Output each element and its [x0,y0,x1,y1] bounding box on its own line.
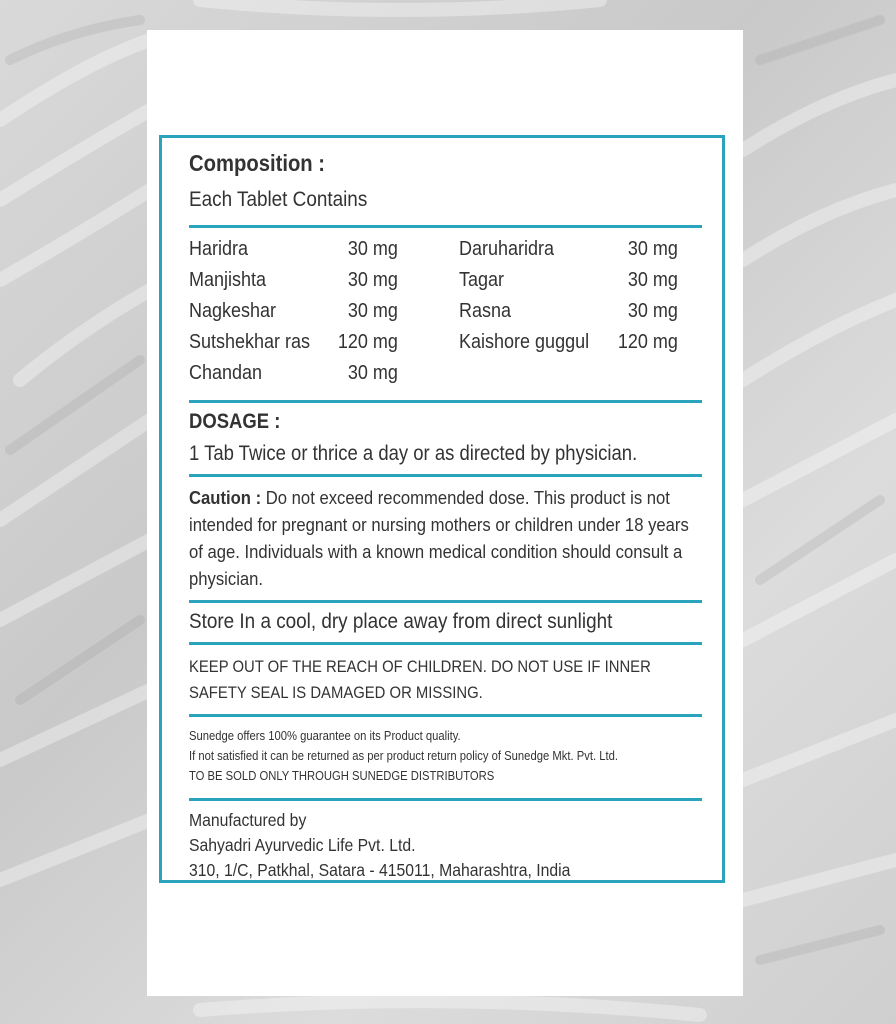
guarantee-line-2: If not satisfied it can be returned as per product return policy of Sunedge Mkt. Pvt. Ltd. [189,749,618,763]
guarantee-line-1: Sunedge offers 100% guarantee on its Product quality. [189,729,461,743]
divider [189,400,702,403]
ingredient-name: Kaishore guggul [459,331,590,353]
divider [189,642,702,645]
composition-title: Composition : [189,150,326,176]
ingredient-name: Chandan [189,362,263,384]
distributor-note: TO BE SOLD ONLY THROUGH SUNEDGE DISTRIBUTORS [189,769,495,783]
ingredient-qty: 30 mg [347,362,398,384]
information-panel [159,135,725,883]
ingredient-qty: 30 mg [347,238,398,260]
ingredient-qty: 120 mg [617,331,678,353]
ingredient-row [189,269,702,300]
product-label [147,30,743,996]
ingredient-name: Sutshekhar ras [189,331,311,353]
divider [189,474,702,477]
ingredient-name: Haridra [189,238,249,260]
manufacturer-label: Manufactured by [189,810,307,830]
manufacturer-address: 310, 1/C, Patkhal, Satara - 415011, Maharashtra, India [189,860,571,880]
caution-text [189,484,698,592]
ingredient-qty: 30 mg [347,269,398,291]
ingredient-qty: 30 mg [627,238,678,260]
ingredient-name: Nagkeshar [189,300,277,322]
caution-label: Caution : [189,487,262,508]
caution-body: Do not exceed recommended dose. This product is not intended for pregnant or nursing mothers or children under 18 years of age. Individuals with a known medical condition should consult a physician. [189,487,689,589]
ingredient-name: Rasna [459,300,512,322]
ingredient-row [189,331,702,362]
ingredient-row [189,362,702,393]
ingredient-name: Tagar [459,269,505,291]
divider [189,225,702,228]
ingredient-qty: 30 mg [627,269,678,291]
ingredient-row [189,238,702,269]
ingredient-qty: 30 mg [347,300,398,322]
ingredient-qty: 30 mg [627,300,678,322]
manufacturer-name: Sahyadri Ayurvedic Life Pvt. Ltd. [189,835,416,855]
composition-subtitle: Each Tablet Contains [189,188,368,211]
ingredient-row [189,300,702,331]
ingredient-qty: 120 mg [337,331,398,353]
ingredient-name: Daruharidra [459,238,555,260]
storage-text: Store In a cool, dry place away from direct sunlight [189,610,613,633]
safety-warning: KEEP OUT OF THE REACH OF CHILDREN. DO NOT USE IF INNER SAFETY SEAL IS DAMAGED OR MISSING. [189,658,651,702]
dosage-text: 1 Tab Twice or thrice a day or as directed by physician. [189,442,638,465]
divider [189,798,702,801]
ingredient-name: Manjishta [189,269,267,291]
dosage-title: DOSAGE : [189,410,281,433]
divider [189,714,702,717]
divider [189,600,702,603]
